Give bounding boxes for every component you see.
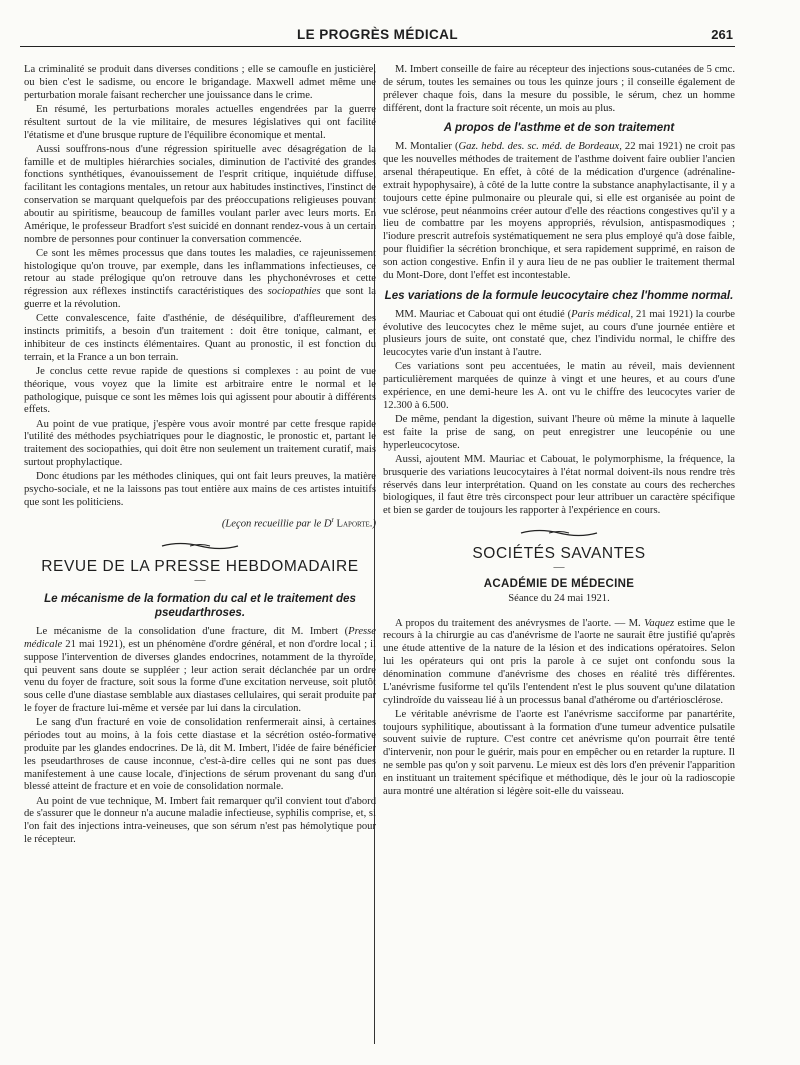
paragraph	[24, 248, 376, 312]
paragraph-text: 21 mai 1921) la courbe évolutive des leucocytes chez le même sujet, au cours d'une journée entière et plusieurs jours de suite, ont constaté que, chez l'individu normal, le chiffre des leucocytes varie d'un instant à l'autre.	[383, 308, 735, 359]
section-rubric: REVUE DE LA PRESSE HEBDOMADAIRE	[41, 558, 359, 576]
paragraph-text: Ce sont les mêmes processus que dans toutes les maladies, ce rajeunissement histologique qu'on trouve, par exemple, dans les inflammations infectieuses, ce retour au stade prélogique qu'on retrouve dans les phychonévroses et cette régression aux réflexes instinctifs caractéristiques des	[24, 247, 376, 298]
paragraph-text: 22 mai 1921) ne croit pas que les nouvelles méthodes de traitement de l'asthme doivent faire oublier l'ancien arsenal thérapeutique. En effet, à côté de la médication d'urgence (adrénaline-extrait hypophysaire), à côté de la lutte contre la substance anaphylactisante, il y a toujours cette épine pulmonaire ou pleurale qui, si elle est organisée au point de vue sclérose, peut néanmoins créer autour d'elle des réactions congestives qu'il y a lieu de combattre par les moyens appropriés, révulsion, antispasmodiques ; l'iodure prescrit autrefois systématiquement ne sera plus employé qu'à dose faible, pour fluidifier la sécrétion bronchique, et sera rapidement supprimé, en raison de son action congestive. Enfin il y aura lieu de ne pas oublier le traitement thermal du Mont-Dore, dont l'effet est incontestable.	[383, 141, 735, 281]
paragraph	[383, 618, 735, 708]
paragraph: Le véritable anévrisme de l'aorte est l'anévrisme sacciforme par panartérite, toujours syphilitique, aboutissant à la formation d'une tumeur adventice pulsatile souvent suivie de rupture. C'est contre cet anévrisme qu'on pourrait être tenté d'intervenir, non pour le guérir, mais pour en empêcher ou en retarder la rupture. Il ne semble pas qu'on y soit parvenu. Le mieux est dès lors d'en prévenir l'apparition en instituant un traitement spécifique et méthodique, dès le jour où la radioscopie aura montré une altération si légère soit-elle du vaisseau.	[383, 708, 735, 797]
session-date: Séance du 24 mai 1921.	[508, 592, 610, 604]
article-title: Le mécanisme de la formation du cal et le traitement des pseudarthroses.	[44, 591, 356, 619]
speaker-name: Vaquez	[644, 617, 675, 629]
paragraph: Je conclus cette revue rapide de questions si complexes : au point de vue théorique, vous voyez que la limite est arbitraire entre le normal et le pathologique, puisque ce sont les mêmes lois qui agissent pour aboutir à différents effets.	[24, 365, 376, 416]
paragraph-text: A propos du traitement des anévrysmes de l'aorte. — M.	[395, 617, 645, 629]
signature-name: Laporte.	[336, 518, 373, 530]
signature-suffix: )	[372, 518, 376, 530]
paragraph-text: 21 mai 1921), est un phénomène d'ordre général, et non d'ordre local ; il suppose l'intervention de diverses glandes endocrines, notamment de la thyroïde, qui peuvent sans doute se suppléer ; leur action serait déclanchée par un ordre venu du foyer de fracture, soit sous la forme d'une excitation nerveuse, soit plutôt sous celle d'une diastase semblable aux diastases cellulaires, qui serait produite par le foyer de fracture lui-même et versée par lui dans la circulation.	[24, 638, 376, 715]
source-citation: Gaz. hebd. des. sc. méd. de Bordeaux,	[458, 141, 622, 153]
paragraph: Ces variations sont peu accentuées, le matin au réveil, mais deviennent particulièrement marquées de quinze à vingt et une heures, et au cours d'une expérience, en une demi-heure les A. ont vu le chiffre des leucocytes varier de 12.300 à 6.500.	[383, 361, 735, 411]
article-title: A propos de l'asthme et de son traitement	[443, 121, 675, 135]
paragraph-text: M. Montalier (	[395, 141, 459, 153]
paragraph-text: Le mécanisme de la consolidation d'une fracture, dit M. Imbert (	[36, 625, 349, 637]
signature-sup: r	[331, 515, 334, 524]
paragraph: Aussi, ajoutent MM. Mauriac et Cabouat, le polymorphisme, la fréquence, la brusquerie des variations leucocytaires à l'état normal doivent-ils nous rendre très réservés dans leur interprétation. Quand on les constate au cours des recherches biologiques, il faut être très circonspect pour leur attribuer un caractère spécifique et bien se garder de toujours les rapporter à l'expérience en cours.	[383, 453, 735, 517]
journal-title: LE PROGRÈS MÉDICAL	[297, 27, 458, 42]
paragraph-text: MM. Mauriac et Cabouat qui ont étudié (	[395, 308, 572, 320]
paragraph: Cette convalescence, faite d'asthénie, de déséquilibre, d'affleurement des instincts primitifs, a besoin d'un traitement : doit être tonique, calmant, et inhibiteur de ces instincts élémentaires. Quant au pronostic, il est fonction du terrain, et la France a un bon terrain.	[24, 313, 376, 363]
paragraph: Au point de vue pratique, j'espère vous avoir montré par cette fresque rapide l'utilité des méthodes psychiatriques pour le diagnostic, le pronostic et, partant le traitement des sociopathies, qui doit être non seulement un traitement curatif, mais surtout prophylactique.	[24, 418, 376, 469]
page-number: 261	[711, 27, 733, 42]
italic-term: sociopathies	[267, 286, 321, 298]
running-header	[20, 26, 735, 47]
paragraph: M. Imbert conseille de faire au récepteur des injections sous-cutanées de 5 cmc. de sérum, toutes les semaines ou tous les quinze jours ; il conseille également de prélever chaque fois, dans la mesure du possible, le sérum, chez un homme différent, dont la fracture soit récente, un mois au plus.	[383, 64, 735, 114]
paragraph: Donc étudions par les méthodes cliniques, qui ont fait leurs preuves, la matière psycho-sociale, et ne la laissons pas tout entière aux mains de ces artistes intuitifs que sont les politiciens.	[24, 471, 376, 508]
paragraph: En résumé, les perturbations morales actuelles engendrées par la guerre résultent surtout de la vie militaire, de mesures législatives qui ont facilité l'étatisme et d'une brusque rupture de l'équilibre économique et mental.	[24, 103, 376, 141]
paragraph	[383, 141, 735, 282]
paragraph-text: que sont la guerre et la révolution.	[24, 286, 376, 311]
source-citation: Paris médical,	[571, 308, 634, 320]
ornament-divider-icon	[160, 541, 240, 551]
paragraph	[383, 309, 735, 360]
signature-prefix: (Leçon recueillie par le D	[221, 518, 332, 530]
paragraph: Aussi souffrons-nous d'une régression spirituelle avec désagrégation de la famille et de multiples hiérarchies sociales, diminution de l'activité des grandes fonctions synthétiques, évanouissement de l'esprit critique, inquiétude diffuse, facilitant les contagions mentales, un retour aux habitudes instinctives, l'instinct de conservation se marquant quelquefois par des préoccupations religieuses pouvant aboutir au spiritisme, beaucoup de familles voulant parler avec leurs morts. En Amérique, le professeur Bradfort s'est suicidé en donnant rendez-vous à un certain nombre de personnes pour continuer la conversation commencée.	[24, 143, 376, 245]
section-rubric: SOCIÉTÉS SAVANTES	[472, 545, 646, 563]
rubric-dash: —	[194, 573, 206, 586]
paragraph: Le sang d'un fracturé en voie de consolidation renfermerait ainsi, à certaines périodes tout au moins, à la fois cette diastase et la sécrétion ostéo-formative produite par les glandes endocrines. De là, dit M. Imbert, l'idée de faire bénéficier les pseudarthroses de cause inconnue, c'est-à-dire celles qui ne sont pas dues manifestement à une cause locale, d'injections de sérum provenant du sang d'un blessé atteint de fracture et en voie de consolidation normale.	[24, 717, 376, 793]
academy-heading: ACADÉMIE DE MÉDECINE	[483, 577, 635, 590]
paragraph	[24, 626, 376, 716]
rubric-dash: —	[553, 560, 565, 573]
paragraph: La criminalité se produit dans diverses conditions ; elle se camoufle en justicière, ou bien c'est le sadisme, ou encore le brigandage. Maxwell admet même une perturbation morale faisant rechercher une jouissance dans le crime.	[24, 64, 376, 101]
ornament-divider-icon	[519, 528, 599, 538]
article-title: Les variations de la formule leucocytaire chez l'homme normal.	[384, 288, 734, 302]
paragraph: De même, pendant la digestion, suivant l'heure où même la minute à laquelle est faite la prise de sang, on peut enregistrer une leucopénie ou une hyperleucocytose.	[383, 414, 735, 451]
lecture-signature	[24, 514, 376, 531]
source-citation: Presse médicale	[24, 625, 376, 650]
left-column	[24, 64, 376, 848]
paragraph-text: estime que le recours à la chirurgie au cas d'anévrisme de l'aorte ne saurait être justifié qu'après une étude attentive de la nature de la lésion et des indications opératoires. Selon lui les opérateurs qui ont pris la parole à ce sujet ont confondu sous la dénomination commune d'anévrisme des choses en réalité très différentes. L'anévrisme fusiforme tel qu'ils l'entendent n'est le plus souvent qu'une dilatation cylindroïde du vaisseau lié à un processus banal d'athérome ou d'artériosclérose.	[383, 617, 735, 706]
right-column	[383, 64, 735, 800]
paragraph: Au point de vue technique, M. Imbert fait remarquer qu'il convient tout d'abord de s'assurer que le donneur n'a aucune maladie infectieuse, syphilis comprise, et, si l'on fait des injections intra-veineuses, que son sérum n'est pas hémolytique pour le récepteur.	[24, 795, 376, 846]
